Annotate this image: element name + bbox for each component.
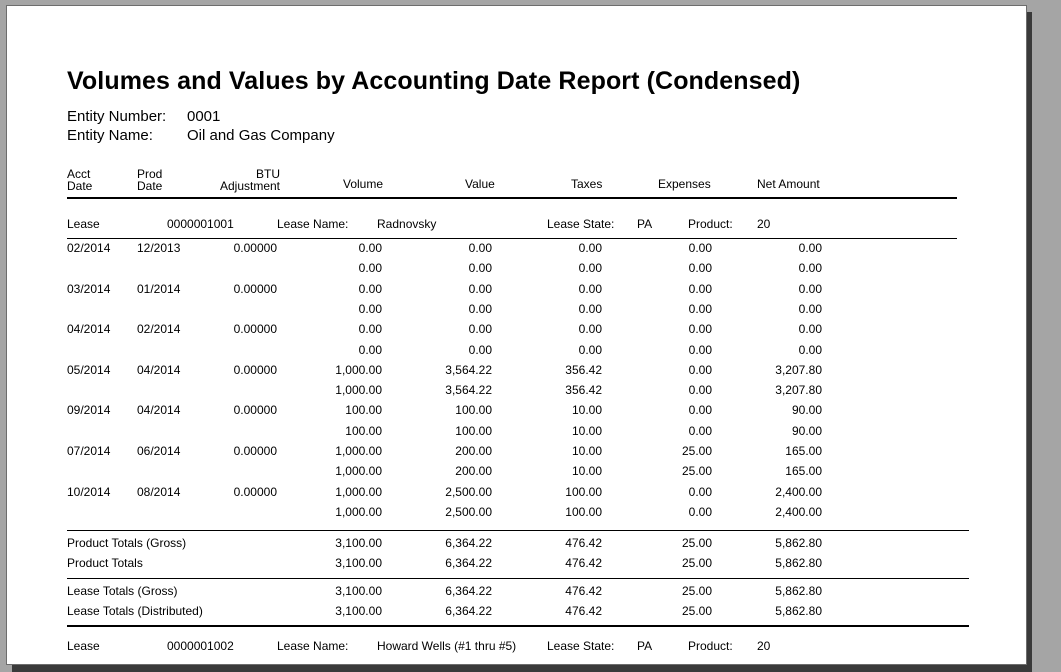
cell-prod: 01/2014 xyxy=(137,281,181,296)
cell-vol: 1,000.00 xyxy=(335,484,382,499)
cell-tax: 0.00 xyxy=(578,261,602,276)
product-label: Product: xyxy=(688,217,733,231)
cell-tax: 0.00 xyxy=(578,342,602,357)
entity-name-label: Entity Name: xyxy=(67,127,153,144)
cell-vol: 0.00 xyxy=(358,322,382,337)
col-value: Value xyxy=(465,177,495,191)
cell-tax: 100.00 xyxy=(565,504,602,519)
cell-vol: 0.00 xyxy=(358,301,382,316)
cell-vol: 100.00 xyxy=(345,403,382,418)
cell-val: 6,364.22 xyxy=(445,604,492,618)
col-acct-date: Acct Date xyxy=(67,167,93,193)
cell-net: 5,862.80 xyxy=(775,556,822,570)
cell-tax: 0.00 xyxy=(578,301,602,316)
totals-label: Lease Totals (Distributed) xyxy=(67,604,203,618)
report-page[interactable] xyxy=(6,5,1027,665)
cell-prod: 06/2014 xyxy=(137,444,181,458)
cell-exp: 0.00 xyxy=(688,484,712,499)
cell-val: 0.00 xyxy=(468,261,492,276)
cell-tax: 10.00 xyxy=(571,464,602,479)
cell-net: 90.00 xyxy=(791,403,822,418)
cell-acct: 05/2014 xyxy=(67,362,111,377)
cell-val: 6,364.22 xyxy=(445,556,492,570)
lease2-number: 0000001002 xyxy=(167,639,234,653)
lease-end-rule xyxy=(67,625,969,627)
lease-name: Radnovsky xyxy=(377,217,437,231)
cell-btu: 0.00000 xyxy=(233,241,277,255)
cell-exp: 0.00 xyxy=(688,261,712,276)
cell-net: 0.00 xyxy=(798,322,822,337)
cell-tax: 356.42 xyxy=(565,383,602,398)
lease2-state-label: Lease State: xyxy=(547,639,615,653)
lease-label: Lease xyxy=(67,217,100,231)
cell-vol: 1,000.00 xyxy=(335,504,382,519)
cell-net: 0.00 xyxy=(798,342,822,357)
cell-vol: 1,000.00 xyxy=(335,444,382,458)
cell-tax: 10.00 xyxy=(571,423,602,438)
cell-tax: 10.00 xyxy=(571,403,602,418)
cell-net: 2,400.00 xyxy=(775,484,822,499)
cell-vol: 100.00 xyxy=(345,423,382,438)
cell-exp: 25.00 xyxy=(681,584,712,598)
cell-exp: 0.00 xyxy=(688,301,712,316)
cell-val: 0.00 xyxy=(468,301,492,316)
cell-net: 165.00 xyxy=(785,464,822,479)
cell-net: 3,207.80 xyxy=(775,383,822,398)
cell-val: 100.00 xyxy=(455,403,492,418)
cell-net: 0.00 xyxy=(798,241,822,255)
cell-tax: 100.00 xyxy=(565,484,602,499)
col-taxes: Taxes xyxy=(571,177,603,191)
cell-val: 3,564.22 xyxy=(445,362,492,377)
lease2-label: Lease xyxy=(67,639,100,653)
cell-net: 5,862.80 xyxy=(775,604,822,618)
cell-exp: 25.00 xyxy=(681,536,712,550)
cell-tax: 476.42 xyxy=(565,556,602,570)
product-code: 20 xyxy=(757,217,771,231)
cell-tax: 476.42 xyxy=(565,584,602,598)
totals-label: Product Totals (Gross) xyxy=(67,536,187,550)
cell-val: 0.00 xyxy=(468,322,492,337)
lease2-product-label: Product: xyxy=(688,639,733,653)
cell-vol: 1,000.00 xyxy=(335,383,382,398)
cell-exp: 0.00 xyxy=(688,281,712,296)
cell-vol: 3,100.00 xyxy=(335,536,382,550)
cell-net: 5,862.80 xyxy=(775,584,822,598)
report-title: Volumes and Values by Accounting Date Report (Condensed) xyxy=(67,67,801,95)
cell-val: 200.00 xyxy=(455,444,492,458)
cell-acct: 09/2014 xyxy=(67,403,111,418)
lease-number: 0000001001 xyxy=(167,217,234,231)
cell-vol: 3,100.00 xyxy=(335,604,382,618)
cell-net: 3,207.80 xyxy=(775,362,822,377)
cell-val: 0.00 xyxy=(468,241,492,255)
cell-tax: 0.00 xyxy=(578,241,602,255)
cell-prod: 04/2014 xyxy=(137,403,181,418)
cell-exp: 25.00 xyxy=(681,556,712,570)
col-prod-date: Prod Date xyxy=(137,167,163,193)
cell-val: 3,564.22 xyxy=(445,383,492,398)
cell-net: 5,862.80 xyxy=(775,536,822,550)
cell-vol: 1,000.00 xyxy=(335,464,382,479)
lease2-product-code: 20 xyxy=(757,639,771,653)
cell-tax: 0.00 xyxy=(578,281,602,296)
cell-exp: 25.00 xyxy=(681,444,712,458)
cell-val: 0.00 xyxy=(468,281,492,296)
lease-totals-rule xyxy=(67,578,969,579)
entity-number-label: Entity Number: xyxy=(67,108,167,125)
cell-prod: 04/2014 xyxy=(137,362,181,377)
col-btu-adjustment: BTU Adjustment xyxy=(219,167,280,193)
lease-name-label: Lease Name: xyxy=(277,217,349,231)
cell-acct: 02/2014 xyxy=(67,241,111,255)
cell-val: 2,500.00 xyxy=(445,484,492,499)
cell-tax: 356.42 xyxy=(565,362,602,377)
cell-exp: 0.00 xyxy=(688,342,712,357)
totals-label: Product Totals xyxy=(67,556,143,570)
cell-tax: 476.42 xyxy=(565,604,602,618)
cell-net: 2,400.00 xyxy=(775,504,822,519)
cell-val: 200.00 xyxy=(455,464,492,479)
lease-rule xyxy=(67,238,957,239)
header-rule xyxy=(67,197,957,199)
cell-prod: 02/2014 xyxy=(137,322,181,337)
cell-vol: 3,100.00 xyxy=(335,584,382,598)
cell-acct: 03/2014 xyxy=(67,281,111,296)
cell-vol: 3,100.00 xyxy=(335,556,382,570)
cell-btu: 0.00000 xyxy=(233,484,277,499)
lease-state: PA xyxy=(637,217,653,231)
col-net-amount: Net Amount xyxy=(757,177,820,191)
cell-exp: 0.00 xyxy=(688,504,712,519)
cell-acct: 04/2014 xyxy=(67,322,111,337)
cell-exp: 25.00 xyxy=(681,464,712,479)
entity-number: 0001 xyxy=(187,108,221,125)
cell-vol: 0.00 xyxy=(358,281,382,296)
cell-vol: 0.00 xyxy=(358,241,382,255)
cell-prod: 12/2013 xyxy=(137,241,181,255)
cell-tax: 0.00 xyxy=(578,322,602,337)
cell-btu: 0.00000 xyxy=(233,403,277,418)
cell-vol: 1,000.00 xyxy=(335,362,382,377)
lease2-name-label: Lease Name: xyxy=(277,639,349,653)
totals-label: Lease Totals (Gross) xyxy=(67,584,178,598)
cell-net: 0.00 xyxy=(798,261,822,276)
cell-net: 0.00 xyxy=(798,301,822,316)
cell-exp: 0.00 xyxy=(688,362,712,377)
cell-acct: 10/2014 xyxy=(67,484,111,499)
cell-btu: 0.00000 xyxy=(233,362,277,377)
cell-btu: 0.00000 xyxy=(233,322,277,337)
cell-tax: 10.00 xyxy=(571,444,602,458)
cell-val: 2,500.00 xyxy=(445,504,492,519)
cell-acct: 07/2014 xyxy=(67,444,111,458)
entity-name: Oil and Gas Company xyxy=(187,127,335,144)
cell-net: 0.00 xyxy=(798,281,822,296)
cell-vol: 0.00 xyxy=(358,261,382,276)
cell-exp: 25.00 xyxy=(681,604,712,618)
lease2-name: Howard Wells (#1 thru #5) xyxy=(377,639,517,653)
cell-val: 100.00 xyxy=(455,423,492,438)
cell-vol: 0.00 xyxy=(358,342,382,357)
lease2-state: PA xyxy=(637,639,653,653)
cell-val: 0.00 xyxy=(468,342,492,357)
col-volume: Volume xyxy=(343,177,384,191)
cell-prod: 08/2014 xyxy=(137,484,181,499)
cell-exp: 0.00 xyxy=(688,403,712,418)
cell-btu: 0.00000 xyxy=(233,444,277,458)
product-totals-rule xyxy=(67,530,969,531)
cell-exp: 0.00 xyxy=(688,423,712,438)
cell-tax: 476.42 xyxy=(565,536,602,550)
cell-exp: 0.00 xyxy=(688,241,712,255)
col-expenses: Expenses xyxy=(658,177,711,191)
cell-net: 165.00 xyxy=(785,444,822,458)
cell-exp: 0.00 xyxy=(688,322,712,337)
cell-net: 90.00 xyxy=(791,423,822,438)
cell-val: 6,364.22 xyxy=(445,536,492,550)
cell-val: 6,364.22 xyxy=(445,584,492,598)
lease-state-label: Lease State: xyxy=(547,217,615,231)
cell-btu: 0.00000 xyxy=(233,281,277,296)
cell-exp: 0.00 xyxy=(688,383,712,398)
